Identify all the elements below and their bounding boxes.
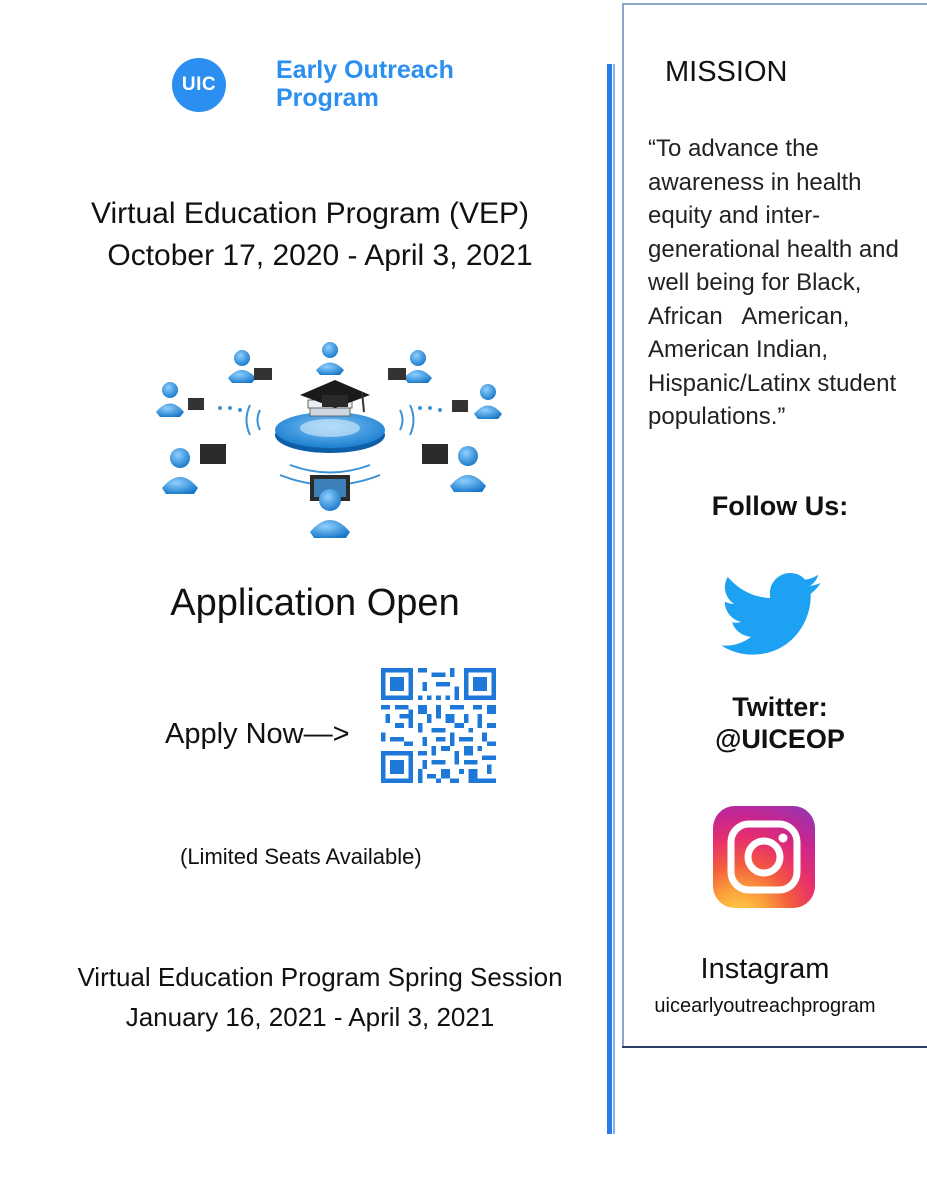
twitter-label: Twitter:: [732, 692, 828, 722]
accent-stripe-light: [613, 64, 615, 1134]
qr-code-icon[interactable]: [381, 668, 496, 783]
panel-border-top: [623, 3, 927, 5]
mission-line: “To advance the: [648, 135, 819, 162]
spring-session-title: Virtual Education Program Spring Session: [77, 962, 563, 992]
instagram-glyph: [713, 806, 815, 908]
student-figure-bottom: [310, 475, 350, 538]
twitter-bird-icon[interactable]: [717, 573, 827, 658]
student-figure-left: [156, 382, 204, 417]
panel-border-bottom: [622, 1046, 927, 1048]
student-figure-top: [316, 342, 344, 375]
vep-dates: October 17, 2020 - April 3, 2021: [107, 239, 533, 272]
virtual-classroom-illustration: [150, 340, 510, 540]
program-name: [276, 56, 454, 112]
instagram-icon[interactable]: [713, 806, 815, 908]
mission-statement: [648, 132, 918, 434]
mission-line: generational health and: [648, 235, 899, 263]
student-figure-bottom-left: [162, 444, 226, 494]
mission-line: American Indian,: [648, 336, 829, 363]
mission-heading: MISSION: [665, 56, 788, 88]
student-figure-bottom-right: [422, 444, 486, 492]
program-name-line2: Program: [276, 84, 379, 112]
mission-line: awareness in health: [648, 168, 862, 196]
follow-us-heading: Follow Us:: [711, 491, 849, 521]
uic-logo-icon: UIC: [172, 58, 226, 112]
vep-title: Virtual Education Program (VEP): [91, 197, 529, 230]
mission-line: well being for Black,: [648, 269, 862, 296]
panel-border-left: [622, 3, 624, 1048]
twitter-handle-link[interactable]: @UICEOP: [715, 724, 845, 754]
instagram-handle-link[interactable]: uicearlyoutreachprogram: [654, 995, 876, 1017]
application-open-heading: Application Open: [170, 582, 460, 624]
mission-line: populations.”: [648, 403, 786, 430]
spring-session-dates: January 16, 2021 - April 3, 2021: [125, 1002, 495, 1032]
limited-seats-note: (Limited Seats Available): [180, 844, 422, 869]
accent-stripe: [607, 64, 612, 1134]
instagram-label: Instagram: [700, 953, 830, 985]
mission-line: African American,: [648, 302, 850, 330]
student-figure-top-left: [228, 350, 272, 383]
mission-line: equity and inter-: [648, 202, 821, 229]
mission-line: Hispanic/Latinx student: [648, 369, 897, 397]
apply-now-link[interactable]: Apply Now—>: [165, 718, 350, 750]
program-name-line1: Early Outreach: [276, 56, 454, 84]
student-figure-top-right: [388, 350, 432, 383]
student-figure-right: [452, 384, 502, 419]
